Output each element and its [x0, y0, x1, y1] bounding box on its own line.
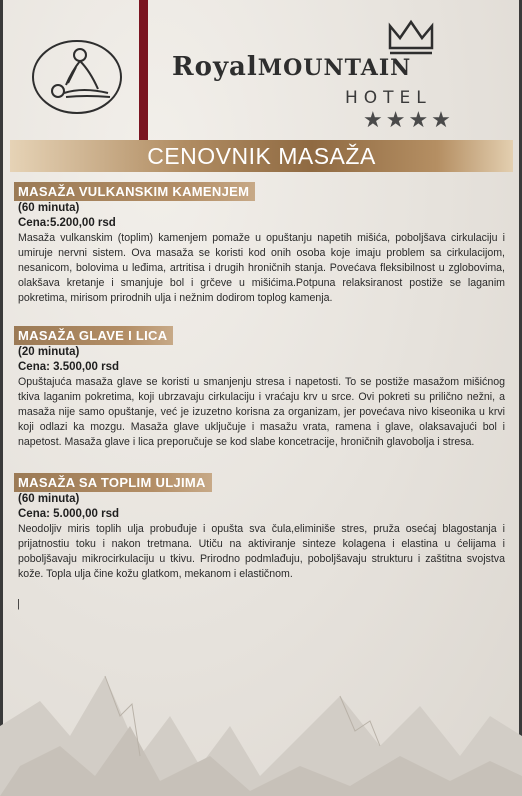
section-description: Opuštajuća masaža glave se koristi u smanjenju stresa i napetosti. To se postiže masažom mišićnog tkiva laganim pokretima, koji ubrzavaju cirkulaciju i vraćaju krv u srce. Ovi pokreti su prilično nežni, a masaža nije samo opuštanje, već je izuzetno korisna za organizam, jer povećava nivo kiseonika u krvi koji odlazi ka mozgu. Masaža glave uključuje i masažu vrata, ramena i glave, olaksavajući bol i napetost. Masaža glave i lica preporučuje se kod slabe koncetracije, hroničnih glavobolja i stresa.	[18, 376, 505, 448]
section-duration: (60 minuta)	[18, 202, 80, 214]
section-heading: MASAŽA SA TOPLIM ULJIMA	[14, 473, 212, 492]
massage-logo-icon	[28, 37, 126, 117]
section-warm-oils	[14, 472, 509, 582]
star-rating: ★★★★	[363, 108, 454, 133]
section-heading: MASAŽA GLAVE I LICA	[14, 326, 173, 345]
title-band	[10, 140, 513, 172]
section-volcanic-stones	[14, 181, 509, 306]
section-description: Masaža vulkanskim (toplim) kamenjem pomaže u opuštanju napetih mišića, poboljšava cirkulaciju i umiruje nervni sistem. Ova masaža se koristi kod onih osoba koje imaju problem sa cirkulacijom, nesanicom, bolovima u leđima, artritisa i drugih hroničnih stanja. Povećava fleksibilnost u zglobovima, olakšava kretanje i smanjuje bol i grčeve u mišićima.Potpuna relaksiranost postiže se laganim pokretima, mirisom prirodnih ulja i nežnim dodirom toplog kamenja.	[18, 232, 505, 304]
brand-mountain: MOUNTAIN	[257, 55, 412, 81]
crown-icon	[386, 18, 436, 56]
section-description: Neodoljiv miris toplih ulja probuđuje i opušta sva čula,eliminiše stres, pruža osećaj blagostanja i prijatnostiu toku i nakon tretmana. Utiču na aktiviranje sinteze kolagena i elastina u ćelijama i poboljšavaju mikrocirkulaciju u tkivu. Prirodno podmlađuju, poboljšavaju strukturu i zaštitna svojstva kože. Topla ulja čine kožu glatkom, mekanom i elastičnom.	[18, 523, 505, 580]
section-duration: (20 minuta)	[18, 346, 80, 358]
section-price: Cena: 5.000,00 rsd	[18, 508, 120, 520]
section-price: Cena: 3.500,00 rsd	[18, 361, 120, 373]
page-title: CENOVNIK MASAŽA	[147, 143, 376, 169]
brand-royal: Royal	[172, 52, 258, 82]
section-heading: MASAŽA VULKANSKIM KAMENJEM	[14, 182, 255, 201]
mountains-decoration	[0, 606, 522, 796]
text-cursor: |	[17, 598, 20, 610]
section-head-face	[14, 325, 509, 450]
brand-hotel: HOTEL	[345, 88, 432, 108]
section-duration: (60 minuta)	[18, 493, 80, 505]
brand-name	[172, 52, 472, 82]
accent-red-bar	[139, 0, 148, 140]
section-price: Cena:5.200,00 rsd	[18, 217, 116, 229]
